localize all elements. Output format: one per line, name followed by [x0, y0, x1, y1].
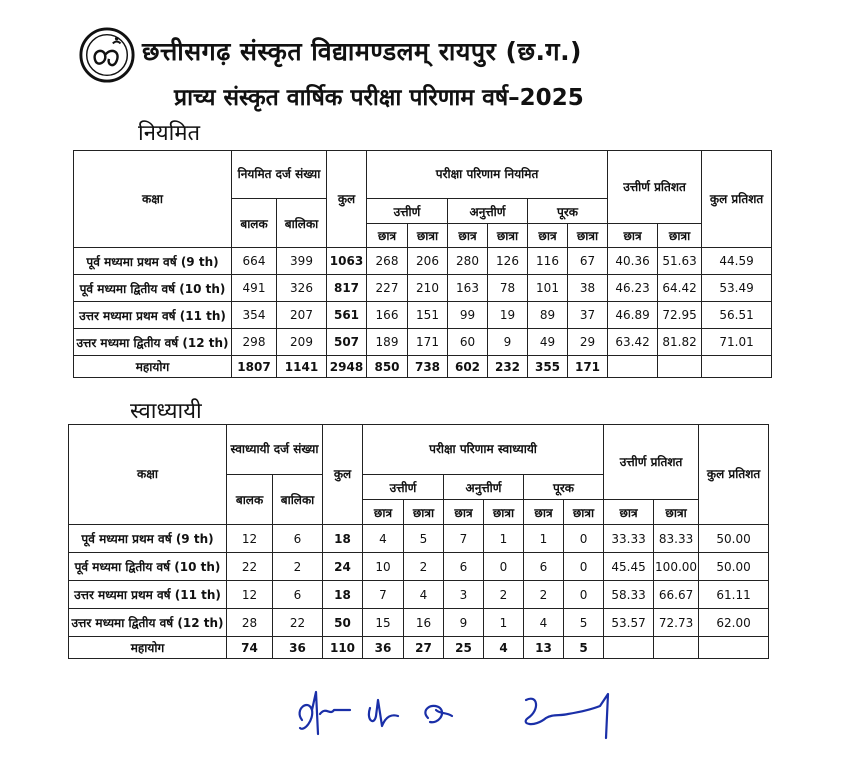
pass-f-cell: 16 — [404, 609, 444, 637]
pass-m-cell: 7 — [363, 581, 404, 609]
col-header-girls: बालिका — [273, 475, 323, 525]
fail-m-cell: 6 — [444, 553, 484, 581]
grand-total-girls: 36 — [273, 637, 323, 659]
pass-f-cell: 5 — [404, 525, 444, 553]
pct-m-cell: 46.89 — [608, 302, 658, 329]
grand-total-supp-m: 355 — [528, 356, 568, 378]
grand-total-fail-f: 4 — [484, 637, 524, 659]
fail-m-cell: 60 — [448, 329, 488, 356]
boys-cell: 664 — [232, 248, 277, 275]
class-name-cell: उत्तर मध्यमा प्रथम वर्ष (11 th) — [69, 581, 227, 609]
table-row — [74, 248, 772, 275]
grand-total-supp-f: 5 — [564, 637, 604, 659]
pass-f-cell: 206 — [408, 248, 448, 275]
pct-total-cell: 44.59 — [702, 248, 772, 275]
girls-cell: 2 — [273, 553, 323, 581]
supp-m-cell: 101 — [528, 275, 568, 302]
girls-cell: 6 — [273, 581, 323, 609]
col-header-total-percent: कुल प्रतिशत — [699, 425, 769, 525]
pct-total-cell: 61.11 — [699, 581, 769, 609]
grand-total-total: 110 — [323, 637, 363, 659]
girls-cell: 22 — [273, 609, 323, 637]
col-header-student-m: छात्र — [524, 500, 564, 525]
total-cell: 561 — [327, 302, 367, 329]
pass-f-cell: 171 — [408, 329, 448, 356]
grand-total-pass-m: 36 — [363, 637, 404, 659]
fail-m-cell: 9 — [444, 609, 484, 637]
grand-total-boys: 1807 — [232, 356, 277, 378]
grand-total-boys: 74 — [227, 637, 273, 659]
pass-m-cell: 268 — [367, 248, 408, 275]
empty-cell — [699, 637, 769, 659]
col-header-boys: बालक — [232, 199, 277, 248]
boys-cell: 22 — [227, 553, 273, 581]
fail-f-cell: 0 — [484, 553, 524, 581]
boys-cell: 298 — [232, 329, 277, 356]
table-row — [74, 275, 772, 302]
table-row — [69, 609, 769, 637]
col-header-student-m: छात्र — [604, 500, 654, 525]
supp-f-cell: 29 — [568, 329, 608, 356]
om-emblem-icon — [78, 26, 136, 84]
boys-cell: 12 — [227, 581, 273, 609]
boys-cell: 491 — [232, 275, 277, 302]
signature-3 — [425, 706, 452, 722]
pass-f-cell: 210 — [408, 275, 448, 302]
col-header-student-m: छात्र — [444, 500, 484, 525]
col-header-result: परीक्षा परिणाम स्वाध्यायी — [363, 425, 604, 475]
pct-f-cell: 72.73 — [654, 609, 699, 637]
total-cell: 1063 — [327, 248, 367, 275]
total-cell: 18 — [323, 581, 363, 609]
col-header-supplementary: पूरक — [528, 199, 608, 224]
signature-2 — [369, 700, 398, 726]
grand-total-total: 2948 — [327, 356, 367, 378]
private-results-table — [68, 424, 769, 659]
document-header — [78, 22, 778, 112]
class-name-cell: उत्तर मध्यमा द्वितीय वर्ष (12 th) — [74, 329, 232, 356]
pct-total-cell: 50.00 — [699, 553, 769, 581]
total-cell: 18 — [323, 525, 363, 553]
class-name-cell: उत्तर मध्यमा द्वितीय वर्ष (12 th) — [69, 609, 227, 637]
fail-m-cell: 99 — [448, 302, 488, 329]
grand-total-fail-f: 232 — [488, 356, 528, 378]
pct-f-cell: 66.67 — [654, 581, 699, 609]
pass-m-cell: 227 — [367, 275, 408, 302]
col-header-passed: उत्तीर्ण — [367, 199, 448, 224]
supp-m-cell: 1 — [524, 525, 564, 553]
col-header-student-f: छात्रा — [408, 224, 448, 248]
grand-total-girls: 1141 — [277, 356, 327, 378]
pct-f-cell: 64.42 — [658, 275, 702, 302]
empty-cell — [654, 637, 699, 659]
pct-f-cell: 83.33 — [654, 525, 699, 553]
pct-total-cell: 50.00 — [699, 525, 769, 553]
col-header-student-f: छात्रा — [488, 224, 528, 248]
grand-total-pass-f: 738 — [408, 356, 448, 378]
col-header-pass-percent: उत्तीर्ण प्रतिशत — [604, 425, 699, 500]
table-row — [74, 302, 772, 329]
col-header-student-f: छात्रा — [654, 500, 699, 525]
signatures — [290, 680, 650, 750]
fail-f-cell: 78 — [488, 275, 528, 302]
pct-m-cell: 46.23 — [608, 275, 658, 302]
class-name-cell: पूर्व मध्यमा द्वितीय वर्ष (10 th) — [69, 553, 227, 581]
pct-m-cell: 40.36 — [608, 248, 658, 275]
col-header-enrolled: नियमित दर्ज संख्या — [232, 151, 327, 199]
grand-total-row — [69, 637, 769, 659]
col-header-student-f: छात्रा — [484, 500, 524, 525]
pass-m-cell: 10 — [363, 553, 404, 581]
fail-f-cell: 2 — [484, 581, 524, 609]
supp-m-cell: 116 — [528, 248, 568, 275]
col-header-total-percent: कुल प्रतिशत — [702, 151, 772, 248]
col-header-passed: उत्तीर्ण — [363, 475, 444, 500]
pct-total-cell: 53.49 — [702, 275, 772, 302]
col-header-class: कक्षा — [74, 151, 232, 248]
fail-f-cell: 126 — [488, 248, 528, 275]
col-header-result: परीक्षा परिणाम नियमित — [367, 151, 608, 199]
grand-total-supp-f: 171 — [568, 356, 608, 378]
fail-f-cell: 19 — [488, 302, 528, 329]
col-header-student-f: छात्रा — [658, 224, 702, 248]
fail-f-cell: 9 — [488, 329, 528, 356]
girls-cell: 6 — [273, 525, 323, 553]
supp-f-cell: 0 — [564, 553, 604, 581]
col-header-student-m: छात्र — [528, 224, 568, 248]
page-title: छत्तीसगढ़ संस्कृत विद्यामण्डलम् रायपुर (छ.ग.) — [142, 37, 582, 66]
fail-m-cell: 7 — [444, 525, 484, 553]
grand-total-label: महायोग — [74, 356, 232, 378]
pct-f-cell: 100.00 — [654, 553, 699, 581]
col-header-girls: बालिका — [277, 199, 327, 248]
col-header-student-m: छात्र — [448, 224, 488, 248]
pct-m-cell: 45.45 — [604, 553, 654, 581]
pct-f-cell: 51.63 — [658, 248, 702, 275]
col-header-student-f: छात्रा — [568, 224, 608, 248]
boys-cell: 28 — [227, 609, 273, 637]
girls-cell: 399 — [277, 248, 327, 275]
supp-m-cell: 49 — [528, 329, 568, 356]
total-cell: 507 — [327, 329, 367, 356]
table-row — [74, 329, 772, 356]
col-header-student-m: छात्र — [608, 224, 658, 248]
supp-f-cell: 5 — [564, 609, 604, 637]
supp-m-cell: 2 — [524, 581, 564, 609]
pass-m-cell: 189 — [367, 329, 408, 356]
class-name-cell: पूर्व मध्यमा प्रथम वर्ष (9 th) — [74, 248, 232, 275]
supp-f-cell: 37 — [568, 302, 608, 329]
class-name-cell: उत्तर मध्यमा प्रथम वर्ष (11 th) — [74, 302, 232, 329]
empty-cell — [608, 356, 658, 378]
boys-cell: 12 — [227, 525, 273, 553]
empty-cell — [604, 637, 654, 659]
pass-f-cell: 151 — [408, 302, 448, 329]
grand-total-pass-m: 850 — [367, 356, 408, 378]
class-name-cell: पूर्व मध्यमा द्वितीय वर्ष (10 th) — [74, 275, 232, 302]
pct-total-cell: 71.01 — [702, 329, 772, 356]
class-name-cell: पूर्व मध्यमा प्रथम वर्ष (9 th) — [69, 525, 227, 553]
table-row — [69, 525, 769, 553]
total-cell: 817 — [327, 275, 367, 302]
signature-1 — [300, 692, 350, 734]
col-header-boys: बालक — [227, 475, 273, 525]
section-label-private: स्वाध्यायी — [130, 399, 202, 424]
empty-cell — [702, 356, 772, 378]
total-cell: 24 — [323, 553, 363, 581]
empty-cell — [658, 356, 702, 378]
pct-f-cell: 72.95 — [658, 302, 702, 329]
col-header-supplementary: पूरक — [524, 475, 604, 500]
col-header-student-f: छात्रा — [404, 500, 444, 525]
col-header-enrolled: स्वाध्यायी दर्ज संख्या — [227, 425, 323, 475]
grand-total-label: महायोग — [69, 637, 227, 659]
pass-m-cell: 166 — [367, 302, 408, 329]
table-row — [69, 553, 769, 581]
pct-m-cell: 63.42 — [608, 329, 658, 356]
col-header-failed: अनुत्तीर्ण — [448, 199, 528, 224]
col-header-student-m: छात्र — [363, 500, 404, 525]
pct-m-cell: 58.33 — [604, 581, 654, 609]
grand-total-fail-m: 25 — [444, 637, 484, 659]
fail-m-cell: 163 — [448, 275, 488, 302]
col-header-student-m: छात्र — [367, 224, 408, 248]
grand-total-row — [74, 356, 772, 378]
signature-4 — [526, 694, 608, 738]
pct-total-cell: 56.51 — [702, 302, 772, 329]
col-header-failed: अनुत्तीर्ण — [444, 475, 524, 500]
page-subtitle: प्राच्य संस्कृत वार्षिक परीक्षा परिणाम वर्ष–2025 — [174, 85, 584, 111]
boys-cell: 354 — [232, 302, 277, 329]
pass-m-cell: 15 — [363, 609, 404, 637]
section-label-regular: नियमित — [138, 121, 201, 146]
supp-f-cell: 38 — [568, 275, 608, 302]
pass-f-cell: 2 — [404, 553, 444, 581]
fail-m-cell: 280 — [448, 248, 488, 275]
fail-m-cell: 3 — [444, 581, 484, 609]
girls-cell: 207 — [277, 302, 327, 329]
fail-f-cell: 1 — [484, 525, 524, 553]
girls-cell: 326 — [277, 275, 327, 302]
grand-total-pass-f: 27 — [404, 637, 444, 659]
total-cell: 50 — [323, 609, 363, 637]
regular-results-table — [73, 150, 772, 378]
supp-f-cell: 67 — [568, 248, 608, 275]
pass-m-cell: 4 — [363, 525, 404, 553]
col-header-total: कुल — [323, 425, 363, 525]
table-row — [69, 581, 769, 609]
pass-f-cell: 4 — [404, 581, 444, 609]
supp-f-cell: 0 — [564, 525, 604, 553]
pct-total-cell: 62.00 — [699, 609, 769, 637]
pct-m-cell: 33.33 — [604, 525, 654, 553]
pct-m-cell: 53.57 — [604, 609, 654, 637]
col-header-total: कुल — [327, 151, 367, 248]
col-header-pass-percent: उत्तीर्ण प्रतिशत — [608, 151, 702, 224]
grand-total-supp-m: 13 — [524, 637, 564, 659]
supp-f-cell: 0 — [564, 581, 604, 609]
supp-m-cell: 4 — [524, 609, 564, 637]
supp-m-cell: 6 — [524, 553, 564, 581]
grand-total-fail-m: 602 — [448, 356, 488, 378]
col-header-student-f: छात्रा — [564, 500, 604, 525]
col-header-class: कक्षा — [69, 425, 227, 525]
supp-m-cell: 89 — [528, 302, 568, 329]
girls-cell: 209 — [277, 329, 327, 356]
pct-f-cell: 81.82 — [658, 329, 702, 356]
fail-f-cell: 1 — [484, 609, 524, 637]
